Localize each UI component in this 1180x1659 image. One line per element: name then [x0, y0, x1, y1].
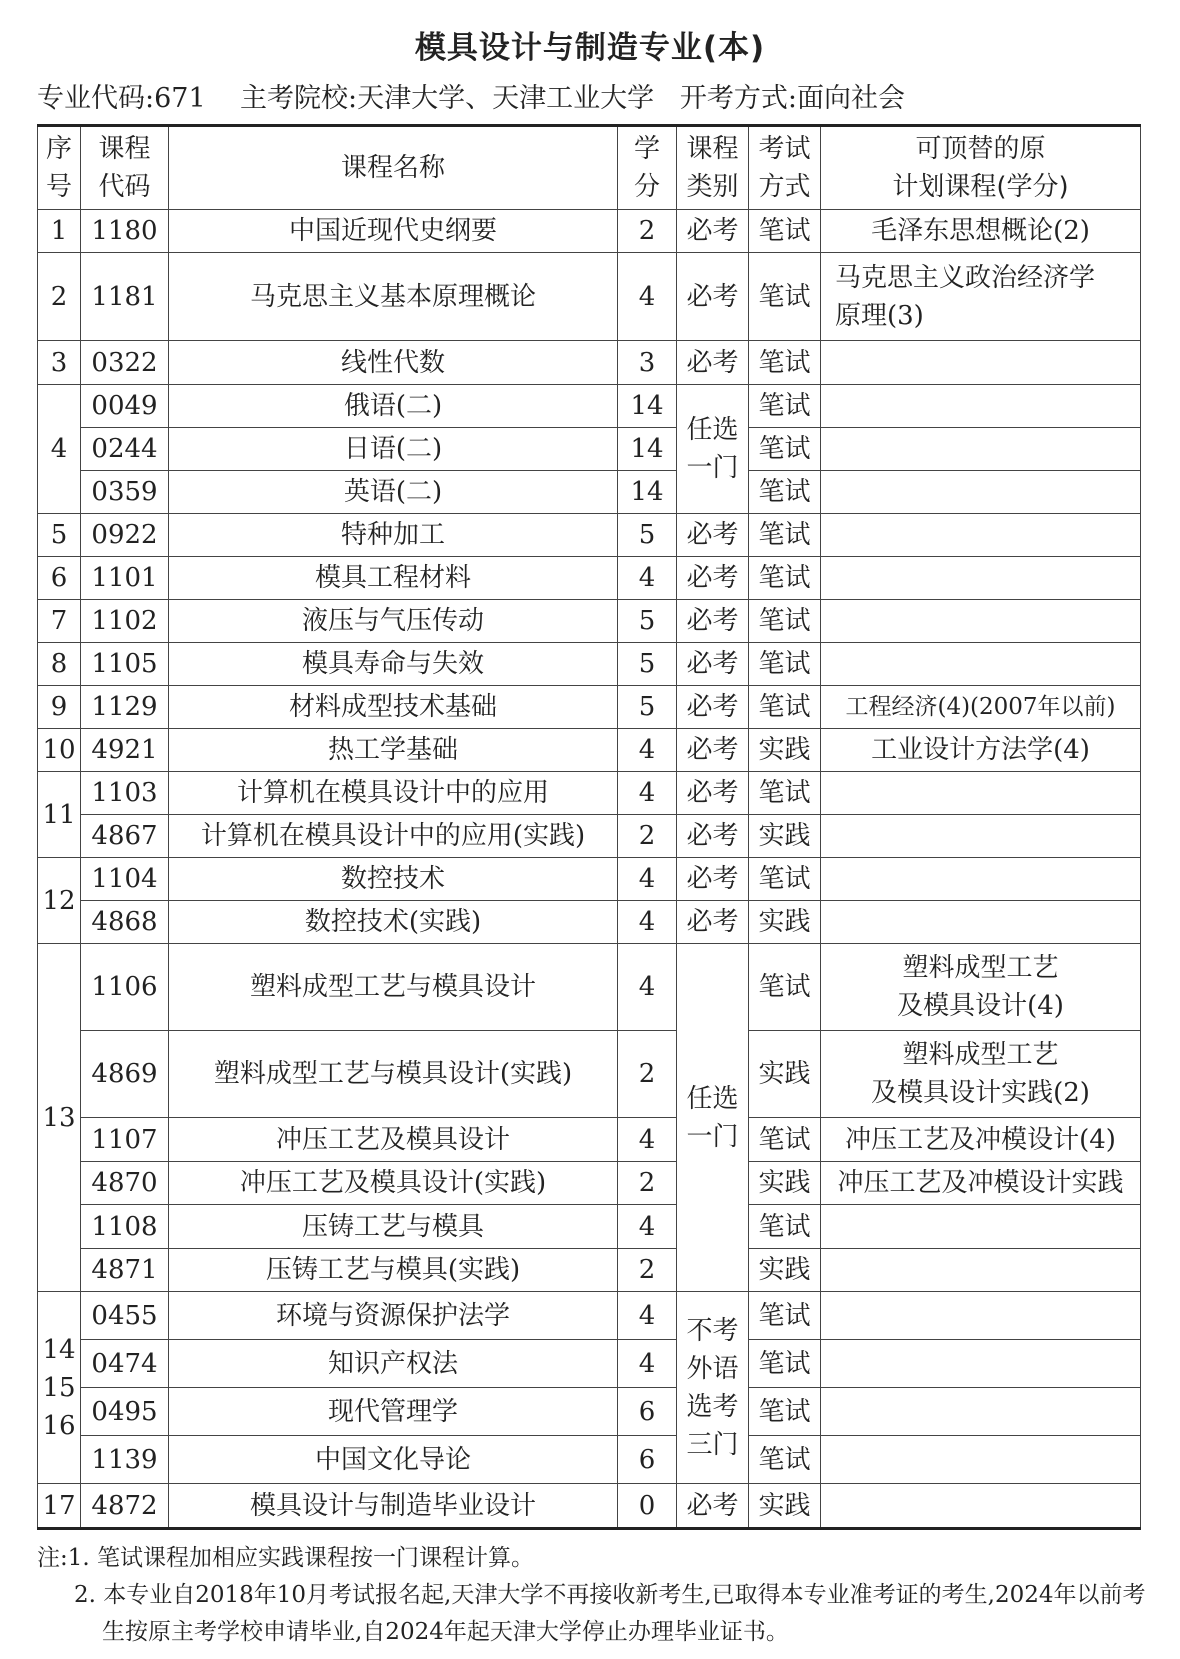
seq-cell: 12: [38, 858, 81, 944]
code-cell: 4868: [81, 901, 169, 944]
replace-cell: [821, 385, 1141, 428]
replace-cell: 塑料成型工艺 及模具设计(4): [821, 944, 1141, 1031]
header-row: [38, 126, 1141, 210]
seq-cell: 5: [38, 514, 81, 557]
code-cell: 0474: [81, 1340, 169, 1388]
replace-cell: [821, 1249, 1141, 1292]
category-cell: 必考: [677, 341, 749, 385]
category-cell: 必考: [677, 210, 749, 253]
table-row: [38, 471, 1141, 514]
table-row: [38, 341, 1141, 385]
category-cell: 必考: [677, 686, 749, 729]
table-row: [38, 1340, 1141, 1388]
credit-cell: 14: [618, 385, 677, 428]
name-cell: 热工学基础: [169, 729, 618, 772]
course-table: [37, 124, 1141, 1530]
credit-cell: 3: [618, 341, 677, 385]
seq-cell: 13: [38, 944, 81, 1292]
table-row: [38, 600, 1141, 643]
category-cell: 必考: [677, 815, 749, 858]
credit-cell: 2: [618, 815, 677, 858]
replace-cell: 塑料成型工艺 及模具设计实践(2): [821, 1031, 1141, 1118]
name-cell: 日语(二): [169, 428, 618, 471]
code-cell: 1106: [81, 944, 169, 1031]
code-cell: 4921: [81, 729, 169, 772]
category-cell: 必考: [677, 729, 749, 772]
exam-cell: 笔试: [749, 643, 821, 686]
category-cell: 必考: [677, 1484, 749, 1529]
category-cell: 必考: [677, 253, 749, 341]
exam-cell: 笔试: [749, 600, 821, 643]
table-row: [38, 1484, 1141, 1529]
code-cell: 1180: [81, 210, 169, 253]
table-row: [38, 772, 1141, 815]
exam-cell: 实践: [749, 1484, 821, 1529]
credit-cell: 4: [618, 729, 677, 772]
seq-cell: 2: [38, 253, 81, 341]
name-cell: 马克思主义基本原理概论: [169, 253, 618, 341]
exam-cell: 笔试: [749, 1388, 821, 1436]
replace-cell: [821, 1292, 1141, 1340]
table-row: [38, 1031, 1141, 1118]
exam-cell: 笔试: [749, 385, 821, 428]
mode-label: 开考方式:: [679, 83, 797, 114]
name-cell: 模具寿命与失效: [169, 643, 618, 686]
name-cell: 线性代数: [169, 341, 618, 385]
code-cell: 1102: [81, 600, 169, 643]
header-exam: 考试 方式: [749, 126, 821, 210]
name-cell: 中国近现代史纲要: [169, 210, 618, 253]
name-cell: 数控技术: [169, 858, 618, 901]
replace-cell: [821, 1340, 1141, 1388]
seq-cell: 17: [38, 1484, 81, 1529]
header-code: 课程 代码: [81, 126, 169, 210]
name-cell: 计算机在模具设计中的应用(实践): [169, 815, 618, 858]
credit-cell: 14: [618, 428, 677, 471]
table-row: [38, 514, 1141, 557]
exam-cell: 笔试: [749, 1118, 821, 1162]
table-row: [38, 428, 1141, 471]
code-cell: 4867: [81, 815, 169, 858]
exam-cell: 笔试: [749, 686, 821, 729]
replace-cell: 马克思主义政治经济学 原理(3): [821, 253, 1141, 341]
major-code: 671: [154, 83, 206, 114]
exam-cell: 实践: [749, 729, 821, 772]
name-cell: 中国文化导论: [169, 1436, 618, 1484]
category-cell: 必考: [677, 557, 749, 600]
seq-cell: 14 15 16: [38, 1292, 81, 1484]
table-row: [38, 1436, 1141, 1484]
code-cell: 4872: [81, 1484, 169, 1529]
exam-cell: 笔试: [749, 210, 821, 253]
exam-cell: 笔试: [749, 253, 821, 341]
seq-cell: 6: [38, 557, 81, 600]
exam-cell: 笔试: [749, 772, 821, 815]
exam-cell: 笔试: [749, 514, 821, 557]
name-cell: 特种加工: [169, 514, 618, 557]
seq-cell: 7: [38, 600, 81, 643]
credit-cell: 4: [618, 1205, 677, 1249]
category-cell: 必考: [677, 858, 749, 901]
note-1: 注:1. 笔试课程加相应实践课程按一门课程计算。: [37, 1545, 535, 1571]
code-cell: 0455: [81, 1292, 169, 1340]
credit-cell: 6: [618, 1388, 677, 1436]
category-cell: 必考: [677, 643, 749, 686]
category-cell: 不考 外语 选考 三门: [677, 1292, 749, 1484]
name-cell: 模具工程材料: [169, 557, 618, 600]
exam-cell: 笔试: [749, 1292, 821, 1340]
exam-cell: 实践: [749, 901, 821, 944]
exam-cell: 笔试: [749, 1436, 821, 1484]
category-cell: 必考: [677, 772, 749, 815]
code-cell: 0359: [81, 471, 169, 514]
category-cell: 必考: [677, 901, 749, 944]
replace-cell: [821, 1436, 1141, 1484]
replace-cell: [821, 858, 1141, 901]
name-cell: 数控技术(实践): [169, 901, 618, 944]
credit-cell: 4: [618, 858, 677, 901]
exam-cell: 笔试: [749, 1205, 821, 1249]
replace-cell: [821, 341, 1141, 385]
seq-cell: 4: [38, 385, 81, 514]
exam-cell: 笔试: [749, 341, 821, 385]
code-cell: 0322: [81, 341, 169, 385]
table-row: [38, 815, 1141, 858]
code-cell: 1107: [81, 1118, 169, 1162]
table-row: [38, 1205, 1141, 1249]
header-seq: 序 号: [38, 126, 81, 210]
table-row: [38, 385, 1141, 428]
name-cell: 模具设计与制造毕业设计: [169, 1484, 618, 1529]
replace-cell: 冲压工艺及冲模设计实践: [821, 1162, 1141, 1205]
replace-cell: [821, 557, 1141, 600]
table-row: [38, 643, 1141, 686]
table-row: [38, 210, 1141, 253]
credit-cell: 4: [618, 1118, 677, 1162]
code-cell: 4870: [81, 1162, 169, 1205]
category-cell: 必考: [677, 600, 749, 643]
credit-cell: 4: [618, 1340, 677, 1388]
name-cell: 英语(二): [169, 471, 618, 514]
exam-cell: 实践: [749, 1162, 821, 1205]
name-cell: 材料成型技术基础: [169, 686, 618, 729]
exam-cell: 笔试: [749, 557, 821, 600]
code-cell: 0244: [81, 428, 169, 471]
header-name: 课程名称: [169, 126, 618, 210]
code-cell: 1108: [81, 1205, 169, 1249]
code-label: 专业代码:: [37, 83, 155, 114]
name-cell: 压铸工艺与模具(实践): [169, 1249, 618, 1292]
replace-cell: [821, 1205, 1141, 1249]
exam-cell: 笔试: [749, 858, 821, 901]
table-row: [38, 1292, 1141, 1340]
category-cell: 任选 一门: [677, 385, 749, 514]
replace-cell: [821, 471, 1141, 514]
code-cell: 0495: [81, 1388, 169, 1436]
exam-cell: 实践: [749, 815, 821, 858]
credit-cell: 4: [618, 944, 677, 1031]
replace-cell: 工程经济(4)(2007年以前): [821, 686, 1141, 729]
seq-cell: 3: [38, 341, 81, 385]
replace-cell: [821, 815, 1141, 858]
name-cell: 冲压工艺及模具设计(实践): [169, 1162, 618, 1205]
name-cell: 知识产权法: [169, 1340, 618, 1388]
exam-cell: 笔试: [749, 944, 821, 1031]
code-cell: 1181: [81, 253, 169, 341]
exam-cell: 实践: [749, 1249, 821, 1292]
code-cell: 0922: [81, 514, 169, 557]
exam-cell: 笔试: [749, 1340, 821, 1388]
replace-cell: [821, 772, 1141, 815]
credit-cell: 4: [618, 772, 677, 815]
replace-cell: [821, 643, 1141, 686]
school-label: 主考院校:: [240, 83, 358, 114]
category-cell: 必考: [677, 514, 749, 557]
code-cell: 1101: [81, 557, 169, 600]
replace-cell: [821, 901, 1141, 944]
credit-cell: 2: [618, 1162, 677, 1205]
code-cell: 1103: [81, 772, 169, 815]
code-cell: 1129: [81, 686, 169, 729]
code-cell: 0049: [81, 385, 169, 428]
seq-cell: 9: [38, 686, 81, 729]
credit-cell: 5: [618, 643, 677, 686]
note-2: 2. 本专业自2018年10月考试报名起,天津大学不再接收新考生,已取得本专业准考证的考生,2024年以前考生按原主考学校申请毕业,自2024年起天津大学停止办理毕业证书。: [74, 1582, 1146, 1645]
code-cell: 4869: [81, 1031, 169, 1118]
replace-cell: [821, 600, 1141, 643]
page-title: 模具设计与制造专业(本): [414, 30, 766, 66]
replace-cell: 毛泽东思想概论(2): [821, 210, 1141, 253]
table-row: [38, 1388, 1141, 1436]
seq-cell: 8: [38, 643, 81, 686]
code-cell: 1104: [81, 858, 169, 901]
table-row: [38, 1249, 1141, 1292]
header-credit: 学 分: [618, 126, 677, 210]
replace-cell: 冲压工艺及冲模设计(4): [821, 1118, 1141, 1162]
credit-cell: 4: [618, 557, 677, 600]
table-row: [38, 1162, 1141, 1205]
header-category: 课程 类别: [677, 126, 749, 210]
name-cell: 计算机在模具设计中的应用: [169, 772, 618, 815]
seq-cell: 1: [38, 210, 81, 253]
credit-cell: 4: [618, 901, 677, 944]
name-cell: 环境与资源保护法学: [169, 1292, 618, 1340]
table-row: [38, 729, 1141, 772]
major-info: [37, 76, 905, 115]
seq-cell: 11: [38, 772, 81, 858]
credit-cell: 4: [618, 1292, 677, 1340]
table-row: [38, 557, 1141, 600]
footnotes: [37, 1540, 1147, 1651]
credit-cell: 5: [618, 600, 677, 643]
credit-cell: 2: [618, 210, 677, 253]
table-row: [38, 253, 1141, 341]
replace-cell: 工业设计方法学(4): [821, 729, 1141, 772]
name-cell: 塑料成型工艺与模具设计: [169, 944, 618, 1031]
exam-cell: 笔试: [749, 471, 821, 514]
table-row: [38, 1118, 1141, 1162]
credit-cell: 14: [618, 471, 677, 514]
table-row: [38, 944, 1141, 1031]
credit-cell: 2: [618, 1031, 677, 1118]
table-row: [38, 686, 1141, 729]
credit-cell: 4: [618, 253, 677, 341]
name-cell: 现代管理学: [169, 1388, 618, 1436]
replace-cell: [821, 428, 1141, 471]
name-cell: 俄语(二): [169, 385, 618, 428]
exam-cell: 笔试: [749, 428, 821, 471]
credit-cell: 5: [618, 686, 677, 729]
credit-cell: 6: [618, 1436, 677, 1484]
credit-cell: 5: [618, 514, 677, 557]
credit-cell: 0: [618, 1484, 677, 1529]
replace-cell: [821, 1484, 1141, 1529]
replace-cell: [821, 514, 1141, 557]
table-row: [38, 858, 1141, 901]
code-cell: 1139: [81, 1436, 169, 1484]
category-cell: 任选 一门: [677, 944, 749, 1292]
replace-cell: [821, 1388, 1141, 1436]
header-replace: 可顶替的原 计划课程(学分): [821, 126, 1141, 210]
mode-value: 面向社会: [796, 83, 905, 114]
credit-cell: 2: [618, 1249, 677, 1292]
code-cell: 4871: [81, 1249, 169, 1292]
name-cell: 冲压工艺及模具设计: [169, 1118, 618, 1162]
exam-cell: 实践: [749, 1031, 821, 1118]
seq-cell: 10: [38, 729, 81, 772]
name-cell: 液压与气压传动: [169, 600, 618, 643]
name-cell: 塑料成型工艺与模具设计(实践): [169, 1031, 618, 1118]
school-value: 天津大学、天津工业大学: [357, 83, 655, 114]
code-cell: 1105: [81, 643, 169, 686]
name-cell: 压铸工艺与模具: [169, 1205, 618, 1249]
table-row: [38, 901, 1141, 944]
